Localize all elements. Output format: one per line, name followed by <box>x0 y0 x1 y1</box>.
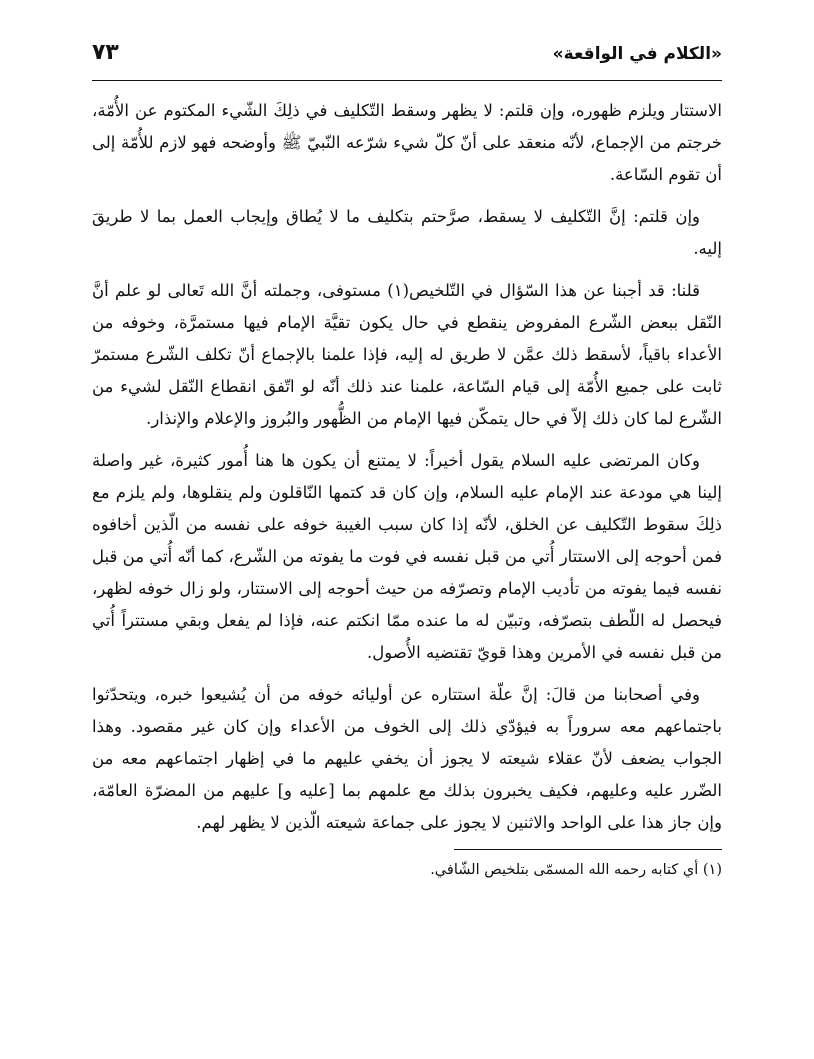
running-title: «الكلام في الواقعة» <box>552 44 722 64</box>
paragraph: قلنا: قد أجبنا عن هذا السّؤال في التّلخيص(١) مستوفى، وجملته أنَّ الله تَعالى لو علم أنَّ النّقل ببعض الشّرع المفروض ينقطع في حال يكون تقيَّة الإمام فيها مستمرَّة، وخوفه من الأعداء باقياً، لأسقط ذلك عمَّن لا طريق له إليه، فإذا علمنا بالإجماع أنّ تكلف الشّرع مستمرّ ثابت على جميع الأُمّة إلى قيام السّاعة، علمنا عند ذلك أنّه لو اتّفق انقطاع النّقل لشيء من الشّرع لما كان ذلك إلاّ في حال يتمكّن فيها الإمام من الظُّهور والبُروز والإعلام والإنذار. <box>92 281 722 428</box>
paragraph: وفي أصحابنا من قالَ: إنَّ علّة استتاره عن أوليائه خوفه من أن يُشيعوا خبره، ويتحدّثوا باجتماعهم معه سروراً به فيؤدّي ذلك إلى الخوف من الأعداء وإن كان غير مقصود. وهذا الجواب يضعف لأنّ عقلاء شيعته لا يجوز أن يخفي عليهم ما في إظهار اجتماعهم معه من الضّرر عليه وعليهم، فكيف يخبرون بذلك مع علمهم بما [عليه و] عليهم من المضرّة العامّة، وإن جاز هذا على الواحد والاثنين لا يجوز على جماعة شيعته الّذين لا يظهر لهم. <box>92 685 722 832</box>
footnote: (١) أي كتابه رحمه الله المسمّى بتلخيص الشّافي. <box>430 862 722 878</box>
paragraph: وكان المرتضى عليه السلام يقول أخيراً: لا يمتنع أن يكون ها هنا أُمور كثيرة، غير واصلة إلينا هي مودعة عند الإمام عليه السلام، وإن كان قد كتمها النّاقلون ولم ينقلوها، ولم يلزم مع ذلِكَ سقوط التّكليف عن الخلق، لأنّه إذا كان سبب الغيبة خوفه على نفسه من الّذين أخافوه فمن أحوجه إلى الاستتار أُتي من قبل نفسه في فوت ما يفوته من الشّرع، كما أنّه أُتي من قبل نفسه فيما يفوته من تأديب الإمام وتصرّفه من حيث أحوجه إلى الاستتار، ولو زال خوفه لظهر، فيحصل له اللّطف بتصرّفه، وتبيّن له ما عنده ممّا انكتم عنه، فإذا لم يفعل وبقي مستتراً أُتي من قبل نفسه في الأمرين وهذا قويّ تقتضيه الأُصول. <box>92 451 722 662</box>
page-header <box>92 40 722 81</box>
paragraph: الاستتار ويلزم ظهوره، وإن قلتم: لا يظهر وسقط التّكليف في ذلِكَ الشّيء المكتوم عن الأُمّة، خرجتم من الإجماع، لأنّه منعقد على أنّ كلّ شيء شرّعه النّبيّ ﷺ وأوضحه فهو لازم للأُمّة إلى أن تقوم السّاعة. <box>92 101 722 184</box>
paragraph: وإن قلتم: إنَّ التّكليف لا يسقط، صرَّحتم بتكليف ما لا يُطاق وإيجاب العمل بما لا طريقَ إليه. <box>92 207 722 258</box>
body-text <box>92 95 722 839</box>
page <box>92 40 722 1040</box>
footnote-separator <box>454 849 722 850</box>
page-number: ٧٣ <box>92 40 119 65</box>
